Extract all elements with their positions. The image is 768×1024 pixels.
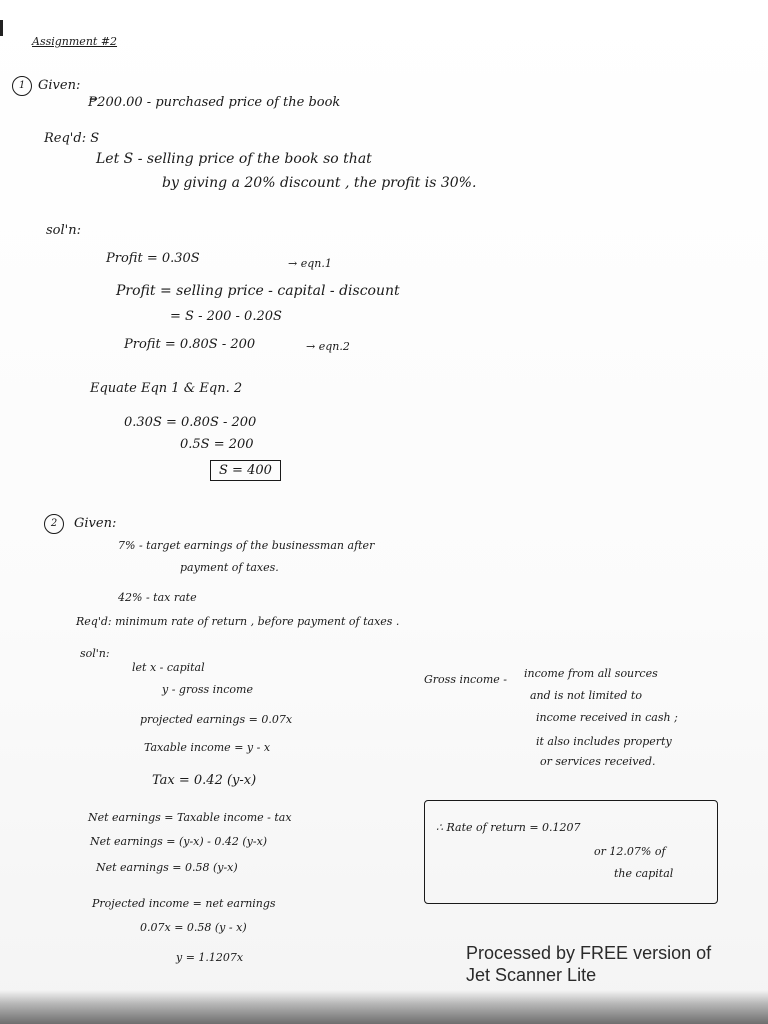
page-edge-mark: [0, 20, 3, 36]
gross-income-note-label: Gross income -: [424, 673, 507, 686]
problem2-projected-earnings: projected earnings = 0.07x: [140, 713, 293, 726]
problem2-given1-a: 7% - target earnings of the businessman after: [118, 539, 375, 552]
problem1-eq1: Profit = 0.30S: [106, 251, 200, 266]
gross-income-note-line1: income from all sources: [524, 667, 658, 680]
gross-income-note-line2: and is not limited to: [530, 689, 642, 702]
problem1-eq2-line3: Profit = 0.80S - 200: [124, 337, 256, 352]
result-line3: the capital: [614, 867, 674, 880]
problem1-eq2-line2: = S - 200 - 0.20S: [170, 309, 282, 324]
problem1-number: 1: [12, 76, 32, 96]
problem2-y-equation: y = 1.1207x: [176, 951, 244, 964]
scanner-watermark: [466, 942, 711, 986]
problem2-projected-income: Projected income = net earnings: [92, 897, 276, 910]
problem2-net1: Net earnings = Taxable income - tax: [88, 811, 292, 824]
gross-income-note-line5: or services received.: [540, 755, 656, 768]
problem1-eq2-tag: → eqn.2: [306, 340, 350, 353]
gross-income-note-line3: income received in cash ;: [536, 711, 678, 724]
problem1-reqd-label: Req'd: S: [44, 131, 100, 146]
problem1-eq2-line1: Profit = selling price - capital - discount: [116, 283, 400, 299]
problem2-soln-label: sol'n:: [80, 647, 110, 660]
problem2-number: 2: [44, 514, 64, 534]
gross-income-note-line4: it also includes property: [536, 735, 672, 748]
problem1-reqd-line1: Let S - selling price of the book so that: [96, 151, 372, 167]
problem2-net3: Net earnings = 0.58 (y-x): [96, 861, 238, 874]
problem2-let2: y - gross income: [162, 683, 253, 696]
problem2-given2: 42% - tax rate: [118, 591, 197, 604]
problem1-reqd-line2: by giving a 20% discount , the profit is 30%.: [162, 175, 477, 191]
problem2-given-label: Given:: [74, 516, 117, 531]
watermark-line1: Processed by FREE version of: [466, 943, 712, 963]
problem1-step1: 0.30S = 0.80S - 200: [124, 415, 257, 430]
problem2-projected-equation: 0.07x = 0.58 (y - x): [140, 921, 247, 934]
problem2-given1-b: payment of taxes.: [180, 561, 279, 574]
problem2-taxable-income: Taxable income = y - x: [144, 741, 271, 754]
page-bottom-shadow: [0, 990, 768, 1024]
result-line1: ∴ Rate of return = 0.1207: [436, 821, 581, 834]
problem1-eq1-tag: → eqn.1: [288, 257, 332, 270]
problem1-answer-box: S = 400: [210, 460, 281, 481]
problem2-reqd: Req'd: minimum rate of return , before payment of taxes .: [76, 615, 400, 628]
result-line2: or 12.07% of: [594, 845, 666, 858]
problem2-net2: Net earnings = (y-x) - 0.42 (y-x): [90, 835, 268, 848]
problem2-tax: Tax = 0.42 (y-x): [152, 773, 257, 788]
assignment-title: Assignment #2: [32, 35, 118, 48]
problem1-equate: Equate Eqn 1 & Eqn. 2: [90, 381, 243, 396]
problem2-let1: let x - capital: [132, 661, 205, 674]
problem1-soln-label: sol'n:: [46, 223, 81, 238]
problem1-given-label: Given:: [38, 78, 81, 93]
watermark-line2: Jet Scanner Lite: [466, 965, 597, 985]
problem1-step2: 0.5S = 200: [180, 437, 254, 452]
result-box: [424, 800, 718, 904]
problem1-given-text: ₱200.00 - purchased price of the book: [88, 95, 341, 110]
